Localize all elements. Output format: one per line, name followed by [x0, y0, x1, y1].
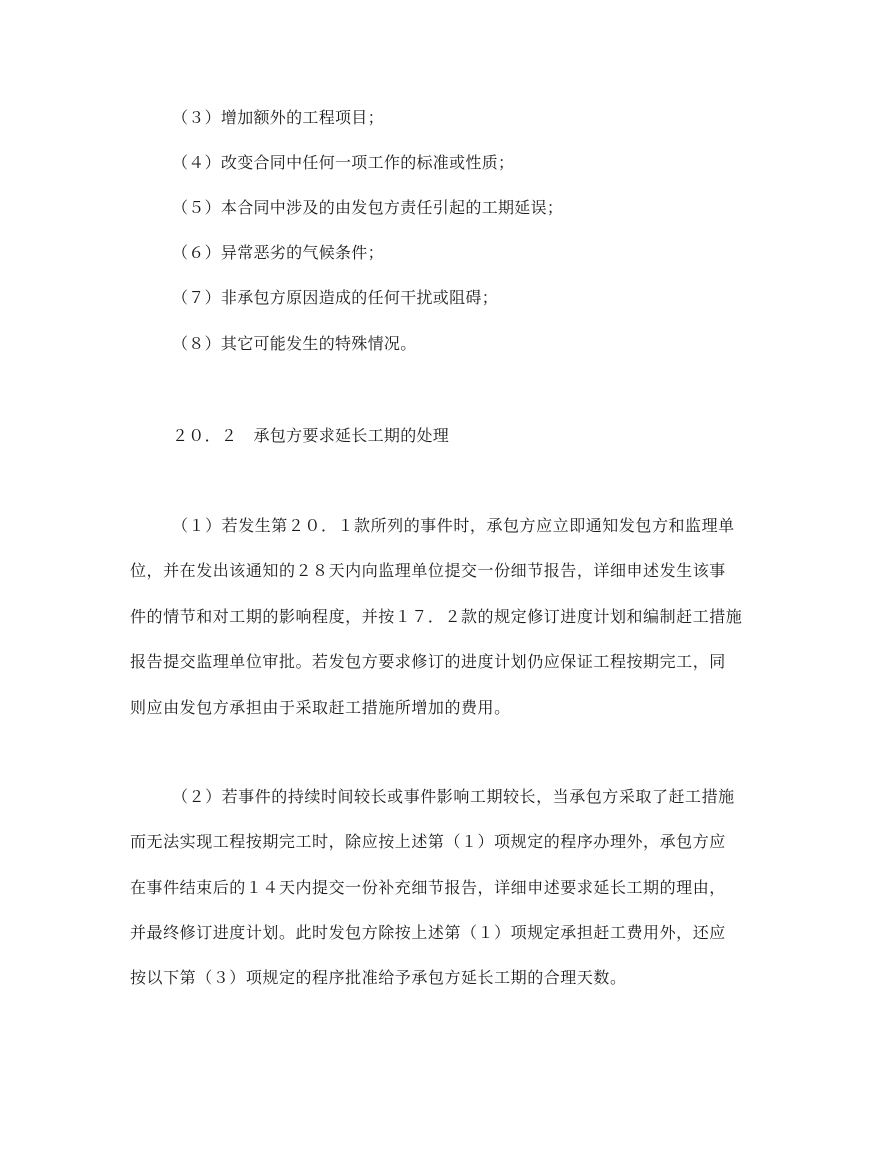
- section-heading: ２０．２ 承包方要求延长工期的处理: [172, 426, 450, 445]
- list-item-5: （５）本合同中涉及的由发包方责任引起的工期延误；: [172, 198, 564, 217]
- list-item-3: （３）增加额外的工程项目；: [172, 108, 384, 127]
- paragraph-line: 按以下第（３）项规定的程序批准给予承包方延长工期的合理天数。: [130, 968, 627, 987]
- list-item-6: （６）异常恶劣的气候条件；: [172, 243, 384, 262]
- paragraph-line: 在事件结束后的１４天内提交一份补充细节报告，详细申述要求延长工期的理由，: [130, 878, 726, 897]
- paragraph-line: （１）若发生第２０．１款所列的事件时，承包方应立即通知发包方和监理单: [172, 516, 735, 535]
- list-item-7: （７）非承包方原因造成的任何干扰或阻碍；: [172, 288, 499, 307]
- paragraph-line: 报告提交监理单位审批。若发包方要求修订的进度计划仍应保证工程按期完工，同: [130, 652, 726, 671]
- paragraph-line: 则应由发包方承担由于采取赶工措施所增加的费用。: [130, 698, 511, 717]
- paragraph-line: 而无法实现工程按期完工时，除应按上述第（１）项规定的程序办理外，承包方应: [130, 832, 726, 851]
- paragraph-line: 并最终修订进度计划。此时发包方除按上述第（１）项规定承担赶工费用外，还应: [130, 923, 726, 942]
- list-item-4: （４）改变合同中任何一项工作的标准或性质；: [172, 153, 515, 172]
- paragraph-line: 位，并在发出该通知的２８天内向监理单位提交一份细节报告，详细申述发生该事: [130, 561, 726, 580]
- paragraph-line: 件的情节和对工期的影响程度，并按１７．２款的规定修订进度计划和编制赶工措施: [130, 607, 743, 626]
- paragraph-line: （２）若事件的持续时间较长或事件影响工期较长，当承包方采取了赶工措施: [172, 787, 735, 806]
- list-item-8: （８）其它可能发生的特殊情况。: [172, 334, 417, 353]
